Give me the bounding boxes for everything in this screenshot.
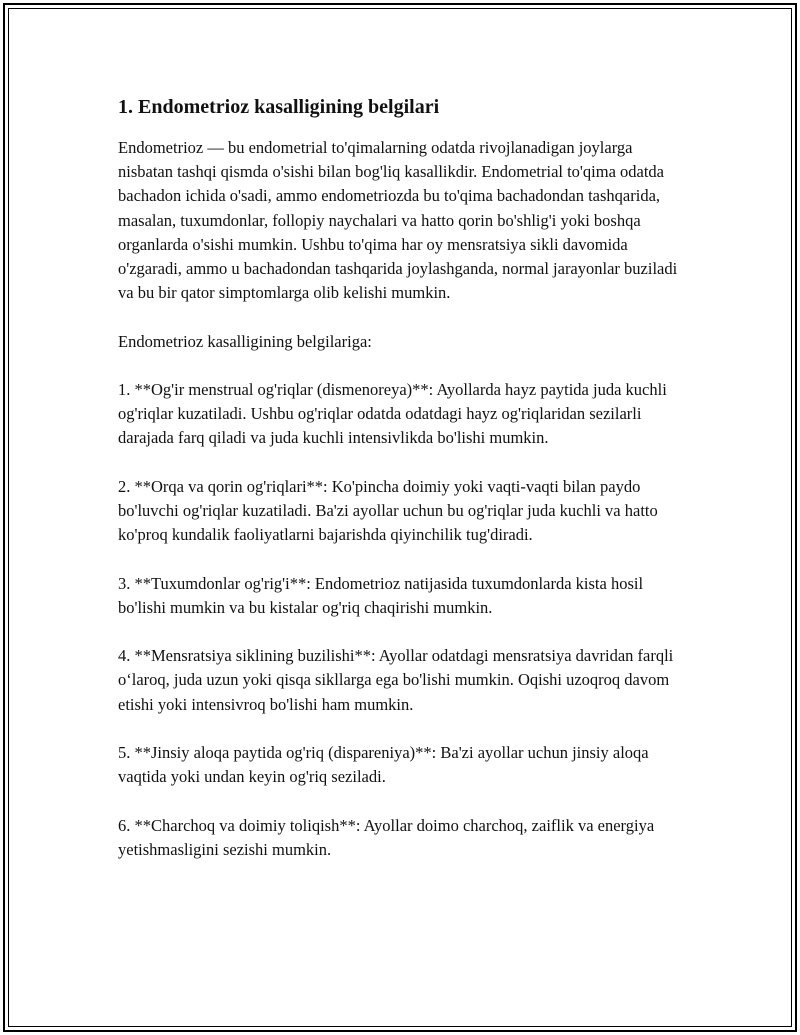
symptom-item-2: 2. **Orqa va qorin og'riqlari**: Ko'pincha doimiy yoki vaqti-vaqti bilan paydo bo'luvchi og'riqlar kuzatiladi. Ba'zi ayollar uchun bu og'riqlar juda kuchli va hatto ko'proq kundalik faoliyatlarni bajarishda qiyinchilik tug'diradi. (118, 476, 658, 545)
symptom-item-6: 6. **Charchoq va doimiy toliqish**: Ayollar doimo charchoq, zaiflik va energiya yetishmasligini sezishi mumkin. (118, 815, 655, 859)
document-body (118, 93, 688, 886)
symptom-item-3: 3. **Tuxumdonlar og'rig'i**: Endometrioz natijasida tuxumdonlarda kista hosil bo'lishi mumkin va bu kistalar og'riq chaqirishi mumkin. (118, 573, 644, 617)
symptom-item-1: 1. **Og'ir menstrual og'riqlar (dismenoreya)**: Ayollarda hayz paytida juda kuchli og'riqlar kuzatiladi. Ushbu og'riqlar odatda odatdagi hayz og'riqlaridan sezilarli darajada farq qiladi va juda kuchli intensivlikda bo'lishi mumkin. (118, 380, 667, 448)
symptom-item-5: 5. **Jinsiy aloqa paytida og'riq (dispareniya)**: Ba'zi ayollar uchun jinsiy aloqa vaqtida yoki undan keyin og'riq seziladi. (118, 742, 649, 787)
symptom-item-4: 4. **Mensratsiya siklining buzilishi**: Ayollar odatdagi mensratsiya davridan farqli o‘laroq, juda uzun yoki qisqa sikllarga ega bo'lishi mumkin. Oqishi uzoqroq davom etishi yoki intensivroq bo'lishi ham mumkin. (118, 646, 674, 714)
document-title: 1. Endometrioz kasalligining belgilari (118, 96, 440, 118)
symptoms-lead-in: Endometrioz kasalligining belgilariga: (118, 331, 372, 351)
intro-paragraph: Endometrioz — bu endometrial to'qimalarning odatda rivojlanadigan joylarga nisbatan tashqi qismda o'sishi bilan bog'liq kasallikdir. Endometrial to'qima odatda bachadon ichida o'sadi, ammo endometriozda bu to'qima bachadondan tashqarida, masalan, tuxumdonlar, follopiy naychalari va hatto qorin bo'shlig'i yoki boshqa organlarda o'sishi mumkin. Ushbu to'qima har oy mensratsiya sikli davomida o'zgaradi, ammo u bachadondan tashqarida joylashganda, normal jarayonlar buziladi va bu bir qator simptomlarga olib kelishi mumkin. (118, 138, 678, 303)
